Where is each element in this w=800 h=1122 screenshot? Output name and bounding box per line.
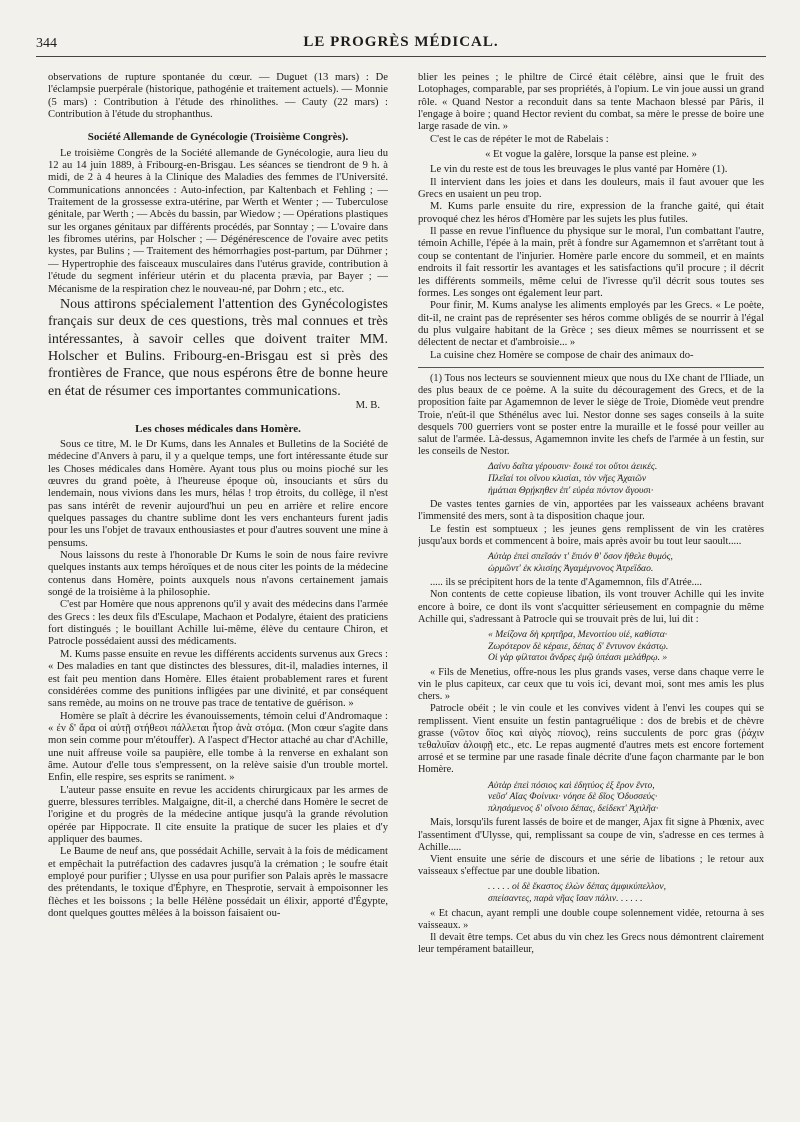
article-paragraph: C'est le cas de répéter le mot de Rabelais : — [430, 133, 609, 145]
article-paragraph: Nous laissons du reste à l'honorable Dr Kums le soin de nous faire revivre quelques instants aux temps héroïques et de nous citer les points de la médecine contenus dans Homère, points auxquels nous n'avons certainement jamais songé de la troisième à la philosophie. — [48, 550, 388, 599]
article-paragraph: C'est par Homère que nous apprenons qu'il y avait des médecins dans l'armée des Grecs : les deux fils d'Esculape, Machaon et Podalyre, étaient des praticiens fort distingués ; le bouillant Achille lui-même, élève du centaure Chiron, et Patrocle possédaient aussi des médicaments. — [48, 599, 388, 648]
page-number: 344 — [36, 36, 57, 51]
greek-line: Οἱ γὰρ φίλτατοι ἄνδρες ἐμῷ ὑπέασι μελάθρῳ. » — [488, 652, 668, 664]
page-header — [36, 30, 766, 57]
footnote-paragraph: Il devait être temps. Cet abus du vin chez les Grecs nous démontrent clairement leur tempérament batailleur, — [418, 931, 764, 956]
greek-line: ἠμάτιαι Θρῄκηθεν ἐπ' εὐρέα πόντον ἄγουσι· — [488, 484, 654, 496]
footnote-paragraph: Non contents de cette copieuse libation, ils vont trouver Achille qui les invite encore à boire, ce dont ils vont s'acquitter sérieusement en compagnie du même Achille qui, s'adressant à Patrocle qui se trouvait près de lui, lui dit : — [418, 589, 764, 625]
greek-verse — [418, 629, 764, 664]
footnote-paragraph: Mais, lorsqu'ils furent lassés de boire et de manger, Ajax fit signe à Phœnix, avec l'assentiment d'Ulysse, qui, remplissant sa coupe de vin, s'adresse en ces termes à Achille..... — [418, 817, 764, 853]
references-paragraph: observations de rupture spontanée du cœur. — Duguet (13 mars) : De l'éclampsie puerpérale (historique, pathogénie et traitement actuels). — Monnie (5 mars) : Contribution à l'étude des rhinolithes. — Cauty (22 mars) : Contribution à l'étude du strophanthus. — [48, 72, 388, 121]
article-paragraph: Le vin du reste est de tous les breuvages le plus vanté par Homère (1). — [430, 164, 728, 176]
footnote-paragraph: « Et chacun, ayant rempli une double coupe solennement vidée, retourna à ses vaisseaux. » — [418, 907, 764, 931]
greek-verse — [418, 780, 764, 815]
greek-line: Αὐτὰρ ἐπεὶ πόσιος καὶ ἐδητύος ἐξ ἔρον ἕντο, — [488, 779, 655, 791]
greek-line: . . . . . οἱ δὲ ἕκαστος ἑλὼν δέπας ἀμφικύπελλον, — [488, 881, 667, 893]
footnote-paragraph: ..... ils se précipitent hors de la tente d'Agamemnon, fils d'Atrée.... — [430, 577, 702, 589]
article-paragraph: Le Baume de neuf ans, que possédait Achille, servait à la fois de médicament et empêchait la putréfaction des cadavres jusqu'à la crémation ; le soufre était employé pour purifier ; Ulysse en usa pour purifier son Palais après le massacre des prétendants, le toxique d'Éphyre, en Thesprotie, servait à empoisonner les flèches et les boissons ; la belle Hélène possédait un élixir, apporté d'Égypte, dont quelques gouttes mêlées à la boisson faisaient ou- — [48, 846, 388, 920]
footnote-paragraph: De vastes tentes garnies de vin, apportées par les vaisseaux achéens bravant l'immensité des mers, sont à ta disposition chaque jour. — [418, 499, 764, 523]
article-paragraph: M. Kums parle ensuite du rire, expression de la franche gaité, qui était provoqué chez les héros d'Homère par les sujets les plus futiles. — [418, 201, 764, 225]
footnote-paragraph: « Fils de Menetius, offre-nous les plus grands vases, verse dans chaque verre le vin le plus capiteux, car ceux que tu vois ici, devant moi, sont mes amis les plus chers. » — [418, 666, 764, 703]
footnote-divider — [418, 367, 764, 368]
signature: M. B. — [355, 400, 380, 412]
greek-line: Ζωρότερον δὲ κέραιε, δέπας δ' ἔντυνον ἑκάστῳ. — [488, 640, 669, 652]
greek-line: ὡρμῶντ' ἐκ κλισίης Ἀγαμέμνονος Ἀτρεΐδαο. — [488, 562, 654, 574]
article-paragraph: La cuisine chez Homère se compose de chair des animaux do- — [430, 349, 694, 361]
article-paragraph: Homère se plaît à décrire les évanouissements, témoin celui d'Andromaque : « ἐν δ' ἄρα οἱ αὐτῇ στήθεσι πάλλεται ἦτορ ἀνὰ στόμα. (Mon cœur s'agite dans mon sein comme pour m'étouffer). A l'aspect d'Hector attaché au char d'Achille, une nuit affreuse voile sa paupière, elle tombe à la renverse en exhalant son âme. Autour d'elle tous s'empressent, on la relève saisie d'un trouble mortel. Enfin, elle respire, ses esprits se raniment. » — [48, 710, 388, 784]
editorial-note: Nous attirons spécialement l'attention des Gynécologistes français sur deux de ces questions, très mal connues et très intéressantes, à savoir celles que doivent traiter MM. Holscher et Bulins. Fribourg-en-Brisgau est si près des frontières de France, que nous espérons être de bonne heure en état de résumer ces importantes communications. — [48, 296, 388, 399]
section-title-homere: Les choses médicales dans Homère. — [135, 422, 301, 435]
article-paragraph: Pour finir, M. Kums analyse les aliments employés par les Grecs. « Le poète, dit-il, ne craint pas de représenter ses héros comme obligés de se nourrir à l'égal du plus vulgaire habitant de la Grèce ; ses dieux mêmes se nourrissent et se délectent de nectar et d'ambroisie... » — [418, 300, 764, 349]
footnote-paragraph: Vient ensuite une série de discours et une série de libations ; le retour aux vaisseaux s'effectue par une double libation. — [418, 853, 764, 878]
article-paragraph: Il intervient dans les joies et dans les douleurs, mais il faut avouer que les Grecs en usaient un peu trop. — [418, 176, 764, 201]
article-paragraph: L'auteur passe ensuite en revue les accidents chirurgicaux par les armes de guerre, blessures terribles. Malgaigne, dit-il, a cherché dans Homère le secret de l'origine et du progrès de la médecine antique jusqu'à la grande révolution opérée par Hippocrate. Il cite ensuite la pratique de sucer les plaies et d'y appliquer des baumes. — [48, 784, 388, 845]
footnote-paragraph: Patrocle obéit ; le vin coule et les convives vident à l'envi les coupes qui se remplissent. Vient ensuite un festin pantagruélique : dos de brebis et de chèvre grasse (νῶτον ὄϊος καὶ αἰγὸς πίονος), reins succulents de porc gras (ῥάχιν τεθαλυῖαν ἀλοιφῇ etc., etc. Le repas augmenté d'autres mets est encore fortement arrosé et se termine par une rasade finale décrite d'une façon charmante par le bon Homère. — [418, 703, 764, 776]
greek-line: Πλεῖαί τοι οἴνου κλισίαι, τὸν νῆες Ἀχαιῶν — [488, 472, 647, 484]
section-title-gynecologie: Société Allemande de Gynécologie (Troisième Congrès). — [87, 131, 349, 144]
greek-line: πλησάμενος δ' οἴνοιο δέπας, δείδεκτ' Ἀχιλῆα· — [488, 802, 659, 814]
article-paragraph: M. Kums passe ensuite en revue les différents accidents survenus aux Grecs : « Des maladies en tant que distinctes des blessures, dit-il, maladies internes, il est fait peu mention dans Homère. Elles étaient probablement rares et furent considérées comme des punitions infligées par une divinité, et par conséquent sans remède, au moins on ne trouve pas trace de tentative de guérison. » — [48, 648, 388, 710]
journal-title: LE PROGRÈS MÉDICAL. — [303, 34, 499, 50]
footnote-paragraph: (1) Tous nos lecteurs se souviennent mieux que nous du IXe chant de l'Iliade, un des plus beaux de ce poème. A la suite du découragement des Grecs, et de la proposition faite par Agamemnon de lever le siège de Troie, Diomède veut prendre Troie, n'eût-il que Sthénélus avec lui. Nestor donne ses sages conseils à la suite desquels 700 guerriers vont se poster entre la muraille et le fossé pour veiller au salut de l'armée. Là-dessus, Agamemnon invite les chefs de l'armée à un festin, sur les conseils de Nestor. — [418, 372, 764, 458]
rabelais-quote: « Et vogue la galère, lorsque la panse est pleine. » — [485, 149, 697, 161]
greek-line: Δαίνυ δαῖτα γέρουσιν· ἔοικέ τοι οὔτοι ἀεικές. — [488, 461, 658, 473]
article-paragraph: Il passe en revue l'influence du physique sur le moral, l'un combattant l'autre, témoin Achille, l'épée à la main, prêt à fondre sur Agamemnon et s'arrêtant tout à coup se contentant de l'injurier. Homère parle encore du sommeil, et en maints endroits il fait ressortir les avantages et les satisfactions qu'il procure ; il décrit les différents sommeils, même celui de l'ivresse qu'il décrit sous toutes ses formes. Les songes ont également leur part. — [418, 226, 764, 299]
article-paragraph: Sous ce titre, M. le Dr Kums, dans les Annales et Bulletins de la Société de médecine d'Anvers à paru, il y a quelque temps, une fort intéressante étude sur les Choses médicales dans Homère. Ayant tous plus ou moins pioché sur les œuvres du grand poète, à l'heureuse époque où, insouciants et sûrs du lendemain, nous vivions dans les murs, hélas ! trop étroits, du collège, il n'est pas sans intérêt de revenir aujourd'hui un peu en arrière et relire encore quelques passages du chantre sublime dont les vers enchanteurs furent jadis pour les uns l'objet de travaux enthousiastes et pour d'autres souvent une mine à pensums. — [48, 438, 388, 549]
greek-verse — [418, 881, 764, 904]
greek-verse — [418, 461, 764, 496]
right-column — [418, 72, 764, 1112]
footnote-paragraph: Le festin est somptueux ; les jeunes gens remplissent de vin les cratères jusqu'aux bords et commencent à boire, mais après avoir bu tout leur saoult..... — [418, 523, 764, 547]
greek-verse — [418, 551, 764, 574]
greek-line: σπείσαντες, παρὰ νῆας ἴσαν πάλιν. . . . . . — [488, 892, 643, 904]
left-column — [48, 72, 388, 1112]
footnote — [418, 373, 764, 956]
greek-line: νεῦσ' Αἴας Φοίνικι· νόησε δὲ δῖος Ὀδυσσεύς· — [488, 791, 658, 803]
congress-paragraph: Le troisième Congrès de la Société allemande de Gynécologie, aura lieu du 12 au 14 juin 1889, à Fribourg-en-Brisgau. Les séances se tiendront de 9 h. à midi, de 2 à 4 heures à la Clinique des Maladies des femmes de l'Université. Communications annoncées : Auto-infection, par Kaltenbach et Fehling ; — Traitement de la grossesse extra-utérine, par Werth et Wenter ; — Tuberculose génitale, par Werth ; — Abcès du bassin, par Wiedow ; — Opérations plastiques sur les organes génitaux par différents procédés, par Sonntay ; — L'ovaire dans les fibromes utérins, par Holscher ; — Dégénérescence de l'ovaire avec petits kystes, par Bulins ; — Traitement des hémorrhagies post-partum, par Dührner ; — Hypertrophie des faisceaux musculaires dans l'utérus gravide, contribution à l'étude du segment inférieur utérin et du placenta prævia, par Bayer ; — Mécanisme de la respiration chez le nouveau-né, par Dohrn ; etc., etc. — [48, 147, 388, 295]
greek-line: Αὐτὰρ ἐπεὶ σπεῖσάν τ' ἔπιόν θ' ὅσον ἤθελε θυμός, — [488, 550, 673, 562]
greek-line: « Μείζονα δὴ κρητῆρα, Μενοιτίου υἱέ, καθίστα· — [488, 628, 668, 640]
article-paragraph: blier les peines ; le philtre de Circé était célèbre, ainsi que le fruit des Lotophages, comparable, par ses propriétés, à l'opium. Le vin joue aussi un grand rôle. « Quand Nestor a reconduit dans sa tente Machaon blessé par Pâris, il l'engage à boire ; quand Hector revient du combat, sa mère le presse de boire une large rasade de vin. » — [418, 72, 764, 133]
